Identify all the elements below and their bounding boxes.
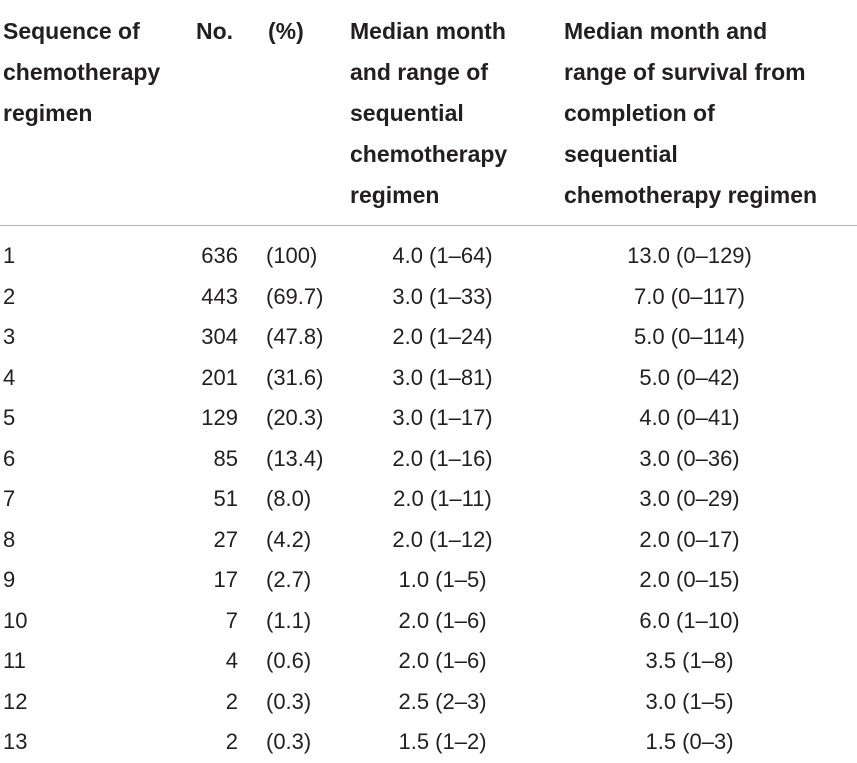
cell-survival: 1.5 (0–3) (645, 729, 734, 754)
cell-percent: (0.3) (266, 688, 312, 714)
header-line: range of survival from (564, 59, 806, 85)
cell-percent: (2.7) (266, 567, 312, 592)
cell-percent: (47.8) (266, 324, 324, 349)
table-row (0, 682, 857, 723)
cell-sequence: 7 (3, 486, 16, 511)
cell-percent: (4.2) (266, 526, 312, 552)
header-line: chemotherapy (3, 59, 161, 85)
cell-sequence: 5 (3, 405, 16, 430)
cell-sequence: 12 (3, 688, 28, 714)
header-line: completion of (564, 100, 715, 126)
cell-number: 636 (201, 243, 238, 268)
header-number (196, 0, 266, 226)
cell-number: 4 (225, 648, 238, 673)
table-row (0, 520, 857, 561)
cell-median: 2.0 (1–11) (393, 486, 492, 511)
cell-sequence: 8 (3, 526, 16, 552)
cell-median: 2.5 (2–3) (398, 688, 487, 714)
table-row (0, 722, 857, 763)
header-line (266, 11, 348, 52)
header-line: No. (196, 18, 234, 44)
cell-median: 1.0 (1–5) (398, 567, 487, 592)
cell-median: 3.0 (1–17) (392, 405, 493, 430)
table-row (0, 317, 857, 358)
cell-survival: 6.0 (1–10) (639, 607, 740, 633)
header-median-survival (562, 0, 857, 226)
header-line: sequential (350, 100, 464, 126)
cell-survival: 3.0 (1–5) (645, 688, 734, 714)
cell-number: 2 (225, 729, 238, 754)
cell-survival: 3.0 (0–29) (639, 486, 740, 511)
header-line: and range of (350, 59, 489, 85)
cell-number: 443 (201, 283, 238, 309)
cell-number: 2 (225, 688, 238, 714)
cell-survival: 5.0 (0–114) (634, 324, 745, 349)
header-line: regimen (350, 182, 440, 208)
header-sequence (0, 0, 196, 226)
cell-median: 1.5 (1–2) (398, 729, 487, 754)
cell-number: 201 (201, 364, 238, 390)
cell-percent: (100) (266, 243, 318, 268)
cell-sequence: 6 (3, 445, 16, 471)
cell-percent: (1.1) (266, 607, 312, 633)
cell-number: 27 (213, 526, 238, 552)
cell-sequence: 11 (3, 648, 26, 673)
cell-percent: (69.7) (266, 283, 324, 309)
header-line: chemotherapy (350, 141, 508, 167)
table-row (0, 479, 857, 520)
cell-median: 2.0 (1–6) (398, 607, 487, 633)
cell-percent: (20.3) (266, 405, 324, 430)
cell-number: 17 (213, 567, 238, 592)
header-line: Median month (350, 18, 506, 44)
table-row (0, 439, 857, 480)
table-row (0, 277, 857, 318)
cell-median: 3.0 (1–81) (392, 364, 493, 390)
cell-median: 2.0 (1–24) (392, 324, 493, 349)
table-row (0, 398, 857, 439)
header-median-regimen (348, 0, 562, 226)
cell-percent: (13.4) (266, 445, 324, 471)
cell-median: 4.0 (1–64) (392, 243, 493, 268)
cell-sequence: 10 (3, 607, 28, 633)
cell-sequence: 2 (3, 283, 16, 309)
header-line: Median month and (564, 18, 768, 44)
header-line-text: (%) (268, 18, 304, 44)
cell-number: 304 (201, 324, 238, 349)
header-row (0, 0, 857, 226)
cell-sequence: 9 (3, 567, 16, 592)
cell-survival: 5.0 (0–42) (639, 364, 740, 390)
cell-percent: (0.6) (266, 648, 312, 673)
table-row (0, 226, 857, 277)
cell-median: 3.0 (1–33) (392, 283, 493, 309)
table-body (0, 226, 857, 763)
table-row (0, 601, 857, 642)
cell-number: 51 (213, 486, 238, 511)
table-row (0, 560, 857, 601)
cell-survival: 13.0 (0–129) (627, 243, 752, 268)
cell-number: 85 (213, 445, 238, 471)
cell-survival: 2.0 (0–15) (639, 567, 740, 592)
table-header (0, 0, 857, 226)
cell-percent: (8.0) (266, 486, 312, 511)
table-row (0, 358, 857, 399)
cell-percent: (0.3) (266, 729, 312, 754)
cell-survival: 4.0 (0–41) (639, 405, 740, 430)
cell-survival: 7.0 (0–117) (634, 283, 745, 309)
header-percent (266, 0, 348, 226)
table-row (0, 641, 857, 682)
cell-median: 2.0 (1–6) (398, 648, 487, 673)
cell-sequence: 4 (3, 364, 16, 390)
header-line: regimen (3, 100, 93, 126)
cell-median: 2.0 (1–12) (392, 526, 493, 552)
cell-number: 129 (201, 405, 238, 430)
header-line: chemotherapy regimen (564, 182, 818, 208)
cell-median: 2.0 (1–16) (392, 445, 493, 471)
cell-survival: 3.5 (1–8) (645, 648, 734, 673)
cell-percent: (31.6) (266, 364, 324, 390)
cell-sequence: 13 (3, 729, 28, 754)
header-line: sequential (564, 141, 678, 167)
cell-sequence: 3 (3, 324, 16, 349)
cell-survival: 3.0 (0–36) (639, 445, 740, 471)
header-line: Sequence of (3, 18, 140, 44)
cell-number: 7 (225, 607, 238, 633)
cell-sequence: 1 (3, 243, 16, 268)
cell-survival: 2.0 (0–17) (639, 526, 740, 552)
